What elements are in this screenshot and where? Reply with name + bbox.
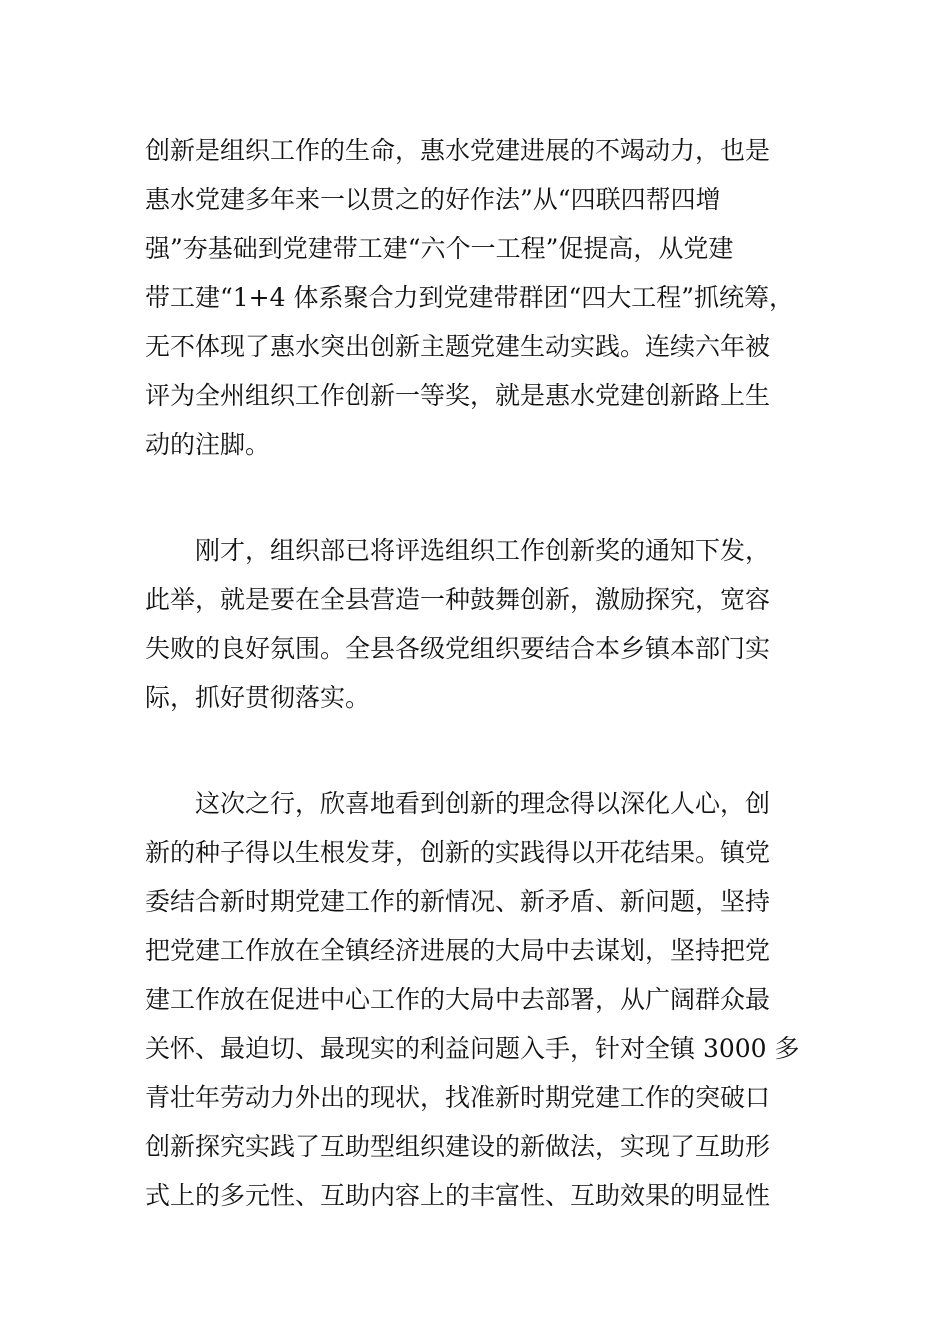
paragraph-2 xyxy=(145,526,815,722)
text-line: 强”夯基础到党建带工建“六个一工程”促提高，从党建 xyxy=(145,234,734,263)
text-line: 新的种子得以生根发芽，创新的实践得以开花结果。镇党 xyxy=(145,838,771,867)
document-body xyxy=(145,126,815,1220)
text-line: 创新探究实践了互助型组织建设的新做法，实现了互助形 xyxy=(145,1132,771,1161)
text-line: 把党建工作放在全镇经济进展的大局中去谋划，坚持把党 xyxy=(145,936,771,965)
text-line: 创新是组织工作的生命，惠水党建进展的不竭动力，也是 xyxy=(145,136,771,165)
text-line: 失败的良好氛围。全县各级党组织要结合本乡镇本部门实 xyxy=(145,634,771,663)
paragraph-spacer xyxy=(145,469,815,526)
text-line: 此举，就是要在全县营造一种鼓舞创新，激励探究，宽容 xyxy=(145,585,771,614)
text-line: 式上的多元性、互助内容上的丰富性、互助效果的明显性 xyxy=(145,1181,771,1210)
text-line: 建工作放在促进中心工作的大局中去部署，从广阔群众最 xyxy=(145,985,771,1014)
text-line: 这次之行，欣喜地看到创新的理念得以深化人心，创 xyxy=(195,789,771,818)
paragraph-3 xyxy=(145,779,815,1220)
text-line: 关怀、最迫切、最现实的利益问题入手，针对全镇 3000 多 xyxy=(145,1034,800,1063)
paragraph-spacer xyxy=(145,722,815,779)
text-line: 评为全州组织工作创新一等奖，就是惠水党建创新路上生 xyxy=(145,381,771,410)
paragraph-1 xyxy=(145,126,815,469)
text-line: 委结合新时期党建工作的新情况、新矛盾、新问题，坚持 xyxy=(145,887,771,916)
text-line: 带工建“1+4 体系聚合力到党建带群团“四大工程”抓统筹， xyxy=(145,283,795,312)
text-line: 刚才，组织部已将评选组织工作创新奖的通知下发， xyxy=(195,536,771,565)
text-line: 无不体现了惠水突出创新主题党建生动实践。连续六年被 xyxy=(145,332,771,361)
text-line: 动的注脚。 xyxy=(145,430,271,459)
text-line: 际，抓好贯彻落实。 xyxy=(145,683,371,712)
text-line: 惠水党建多年来一以贯之的好作法”从“四联四帮四增 xyxy=(145,185,721,214)
text-line: 青壮年劳动力外出的现状，找准新时期党建工作的突破口 xyxy=(145,1083,771,1112)
